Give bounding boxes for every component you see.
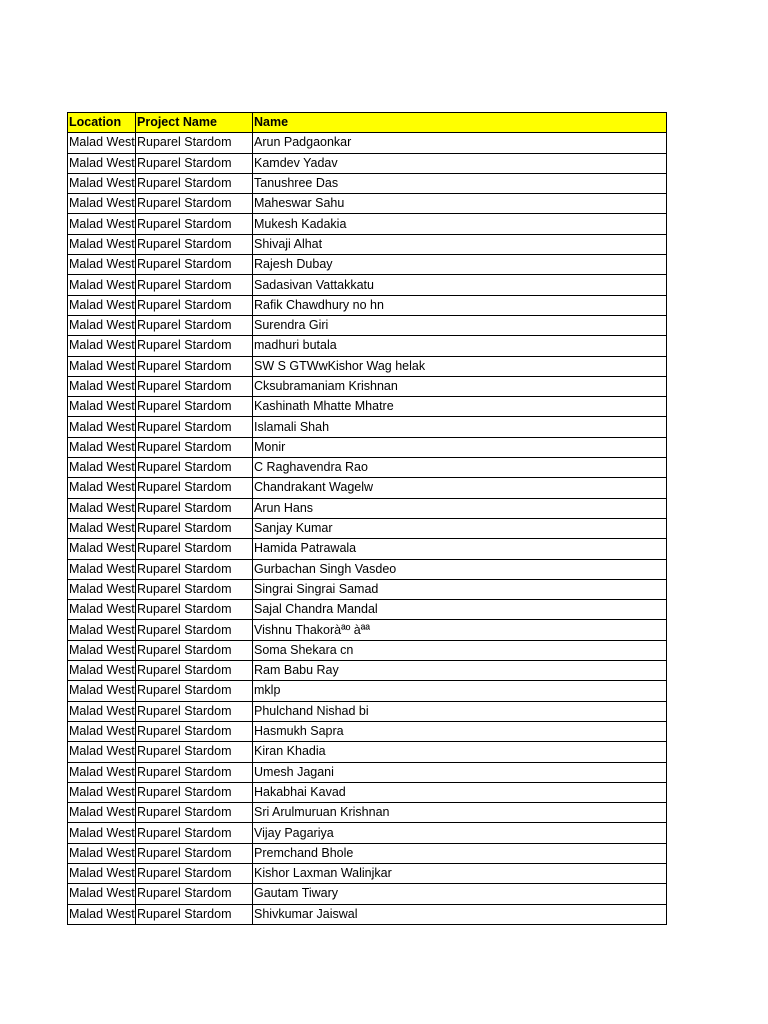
location-cell[interactable]: Malad West: [68, 762, 136, 782]
table-row: [68, 437, 667, 457]
location-cell[interactable]: Malad West: [68, 742, 136, 762]
name-cell[interactable]: Sri Arulmuruan Krishnan: [253, 803, 667, 823]
spreadsheet-table: [67, 112, 667, 925]
column-header-name[interactable]: Name: [253, 113, 667, 133]
project-name-cell[interactable]: Ruparel Stardom: [136, 336, 253, 356]
location-cell[interactable]: Malad West: [68, 417, 136, 437]
table-row: [68, 255, 667, 275]
table-row: [68, 133, 667, 153]
name-cell[interactable]: Hasmukh Sapra: [253, 721, 667, 741]
location-cell[interactable]: Malad West: [68, 681, 136, 701]
table-row: [68, 742, 667, 762]
name-cell[interactable]: Kishor Laxman Walinjkar: [253, 863, 667, 883]
column-header-project-name[interactable]: Project Name: [136, 113, 253, 133]
name-cell[interactable]: Islamali Shah: [253, 417, 667, 437]
project-name-cell[interactable]: Ruparel Stardom: [136, 863, 253, 883]
location-cell[interactable]: Malad West: [68, 336, 136, 356]
name-cell[interactable]: Sajal Chandra Mandal: [253, 600, 667, 620]
table-row: [68, 275, 667, 295]
project-name-cell[interactable]: Ruparel Stardom: [136, 437, 253, 457]
project-name-cell[interactable]: Ruparel Stardom: [136, 620, 253, 640]
table-row: [68, 579, 667, 599]
table-row: [68, 661, 667, 681]
table-row: [68, 458, 667, 478]
project-name-cell[interactable]: Ruparel Stardom: [136, 721, 253, 741]
location-cell[interactable]: Malad West: [68, 315, 136, 335]
name-cell[interactable]: Sanjay Kumar: [253, 518, 667, 538]
project-name-cell[interactable]: Ruparel Stardom: [136, 478, 253, 498]
location-cell[interactable]: Malad West: [68, 518, 136, 538]
name-cell[interactable]: Maheswar Sahu: [253, 194, 667, 214]
location-cell[interactable]: Malad West: [68, 458, 136, 478]
name-cell[interactable]: Umesh Jagani: [253, 762, 667, 782]
location-cell[interactable]: Malad West: [68, 884, 136, 904]
table-row: [68, 884, 667, 904]
name-cell[interactable]: Sadasivan Vattakkatu: [253, 275, 667, 295]
project-name-cell[interactable]: Ruparel Stardom: [136, 661, 253, 681]
location-cell[interactable]: Malad West: [68, 397, 136, 417]
location-cell[interactable]: Malad West: [68, 498, 136, 518]
location-cell[interactable]: Malad West: [68, 721, 136, 741]
project-name-cell[interactable]: Ruparel Stardom: [136, 315, 253, 335]
project-name-cell[interactable]: Ruparel Stardom: [136, 884, 253, 904]
location-cell[interactable]: Malad West: [68, 579, 136, 599]
project-name-cell[interactable]: Ruparel Stardom: [136, 417, 253, 437]
project-name-cell[interactable]: Ruparel Stardom: [136, 742, 253, 762]
name-cell[interactable]: Arun Padgaonkar: [253, 133, 667, 153]
location-cell[interactable]: Malad West: [68, 620, 136, 640]
location-cell[interactable]: Malad West: [68, 295, 136, 315]
column-header-location[interactable]: Location: [68, 113, 136, 133]
name-cell[interactable]: Hakabhai Kavad: [253, 782, 667, 802]
name-cell[interactable]: SW S GTWwKishor Wag helak: [253, 356, 667, 376]
table-row: [68, 518, 667, 538]
project-name-cell[interactable]: Ruparel Stardom: [136, 498, 253, 518]
table-row: [68, 762, 667, 782]
name-cell[interactable]: Singrai Singrai Samad: [253, 579, 667, 599]
table-row: [68, 356, 667, 376]
location-cell[interactable]: Malad West: [68, 600, 136, 620]
project-name-cell[interactable]: Ruparel Stardom: [136, 803, 253, 823]
location-cell[interactable]: Malad West: [68, 376, 136, 396]
location-cell[interactable]: Malad West: [68, 782, 136, 802]
project-name-cell[interactable]: Ruparel Stardom: [136, 640, 253, 660]
location-cell[interactable]: Malad West: [68, 843, 136, 863]
project-name-cell[interactable]: Ruparel Stardom: [136, 376, 253, 396]
location-cell[interactable]: Malad West: [68, 255, 136, 275]
table-row: [68, 315, 667, 335]
name-cell[interactable]: Rafik Chawdhury no hn: [253, 295, 667, 315]
name-cell[interactable]: Mukesh Kadakia: [253, 214, 667, 234]
name-cell[interactable]: Gurbachan Singh Vasdeo: [253, 559, 667, 579]
location-cell[interactable]: Malad West: [68, 904, 136, 924]
project-name-cell[interactable]: Ruparel Stardom: [136, 133, 253, 153]
name-cell[interactable]: Gautam Tiwary: [253, 884, 667, 904]
project-name-cell[interactable]: Ruparel Stardom: [136, 153, 253, 173]
table-row: [68, 843, 667, 863]
name-cell[interactable]: madhuri butala: [253, 336, 667, 356]
table-row: [68, 417, 667, 437]
project-name-cell[interactable]: Ruparel Stardom: [136, 458, 253, 478]
table-row: [68, 194, 667, 214]
project-name-cell[interactable]: Ruparel Stardom: [136, 823, 253, 843]
project-name-cell[interactable]: Ruparel Stardom: [136, 255, 253, 275]
name-cell[interactable]: Tanushree Das: [253, 173, 667, 193]
table-row: [68, 640, 667, 660]
table-row: [68, 295, 667, 315]
location-cell[interactable]: Malad West: [68, 133, 136, 153]
location-cell[interactable]: Malad West: [68, 194, 136, 214]
table-row: [68, 234, 667, 254]
table-body: [68, 133, 667, 925]
name-cell[interactable]: Vijay Pagariya: [253, 823, 667, 843]
name-cell[interactable]: Kashinath Mhatte Mhatre: [253, 397, 667, 417]
table-row: [68, 904, 667, 924]
location-cell[interactable]: Malad West: [68, 863, 136, 883]
table-row: [68, 173, 667, 193]
name-cell[interactable]: Vishnu Thakoràªº àªª: [253, 620, 667, 640]
name-cell[interactable]: Rajesh Dubay: [253, 255, 667, 275]
location-cell[interactable]: Malad West: [68, 823, 136, 843]
table-row: [68, 478, 667, 498]
project-name-cell[interactable]: Ruparel Stardom: [136, 539, 253, 559]
name-cell[interactable]: Premchand Bhole: [253, 843, 667, 863]
table-row: [68, 863, 667, 883]
name-cell[interactable]: Ram Babu Ray: [253, 661, 667, 681]
table-row: [68, 153, 667, 173]
name-cell[interactable]: Arun Hans: [253, 498, 667, 518]
project-name-cell[interactable]: Ruparel Stardom: [136, 275, 253, 295]
location-cell[interactable]: Malad West: [68, 701, 136, 721]
location-cell[interactable]: Malad West: [68, 214, 136, 234]
name-cell[interactable]: Hamida Patrawala: [253, 539, 667, 559]
header-row: [68, 113, 667, 133]
project-name-cell[interactable]: Ruparel Stardom: [136, 295, 253, 315]
table-row: [68, 336, 667, 356]
project-name-cell[interactable]: Ruparel Stardom: [136, 194, 253, 214]
location-cell[interactable]: Malad West: [68, 478, 136, 498]
project-name-cell[interactable]: Ruparel Stardom: [136, 214, 253, 234]
table-row: [68, 539, 667, 559]
project-name-cell[interactable]: Ruparel Stardom: [136, 518, 253, 538]
project-name-cell[interactable]: Ruparel Stardom: [136, 173, 253, 193]
name-cell[interactable]: Shivaji Alhat: [253, 234, 667, 254]
location-cell[interactable]: Malad West: [68, 803, 136, 823]
name-cell[interactable]: C Raghavendra Rao: [253, 458, 667, 478]
location-cell[interactable]: Malad West: [68, 437, 136, 457]
location-cell[interactable]: Malad West: [68, 173, 136, 193]
name-cell[interactable]: Kamdev Yadav: [253, 153, 667, 173]
table-row: [68, 620, 667, 640]
location-cell[interactable]: Malad West: [68, 539, 136, 559]
project-name-cell[interactable]: Ruparel Stardom: [136, 762, 253, 782]
name-cell[interactable]: Soma Shekara cn: [253, 640, 667, 660]
name-cell[interactable]: Shivkumar Jaiswal: [253, 904, 667, 924]
project-name-cell[interactable]: Ruparel Stardom: [136, 701, 253, 721]
table-row: [68, 782, 667, 802]
location-cell[interactable]: Malad West: [68, 356, 136, 376]
project-name-cell[interactable]: Ruparel Stardom: [136, 681, 253, 701]
table-row: [68, 600, 667, 620]
table-row: [68, 803, 667, 823]
project-name-cell[interactable]: Ruparel Stardom: [136, 579, 253, 599]
name-cell[interactable]: Cksubramaniam Krishnan: [253, 376, 667, 396]
project-name-cell[interactable]: Ruparel Stardom: [136, 782, 253, 802]
name-cell[interactable]: Surendra Giri: [253, 315, 667, 335]
name-cell[interactable]: Phulchand Nishad bi: [253, 701, 667, 721]
location-cell[interactable]: Malad West: [68, 640, 136, 660]
project-name-cell[interactable]: Ruparel Stardom: [136, 559, 253, 579]
table-row: [68, 397, 667, 417]
project-name-cell[interactable]: Ruparel Stardom: [136, 356, 253, 376]
table-row: [68, 498, 667, 518]
table-row: [68, 701, 667, 721]
location-cell[interactable]: Malad West: [68, 559, 136, 579]
location-cell[interactable]: Malad West: [68, 153, 136, 173]
table-row: [68, 559, 667, 579]
name-cell[interactable]: Kiran Khadia: [253, 742, 667, 762]
name-cell[interactable]: mklp: [253, 681, 667, 701]
table-row: [68, 681, 667, 701]
name-cell[interactable]: Chandrakant Wagelw: [253, 478, 667, 498]
project-name-cell[interactable]: Ruparel Stardom: [136, 843, 253, 863]
table-row: [68, 823, 667, 843]
name-cell[interactable]: Monir: [253, 437, 667, 457]
project-name-cell[interactable]: Ruparel Stardom: [136, 397, 253, 417]
location-cell[interactable]: Malad West: [68, 275, 136, 295]
table-row: [68, 376, 667, 396]
location-cell[interactable]: Malad West: [68, 661, 136, 681]
project-name-cell[interactable]: Ruparel Stardom: [136, 904, 253, 924]
table-row: [68, 721, 667, 741]
project-name-cell[interactable]: Ruparel Stardom: [136, 234, 253, 254]
location-cell[interactable]: Malad West: [68, 234, 136, 254]
table-row: [68, 214, 667, 234]
project-name-cell[interactable]: Ruparel Stardom: [136, 600, 253, 620]
